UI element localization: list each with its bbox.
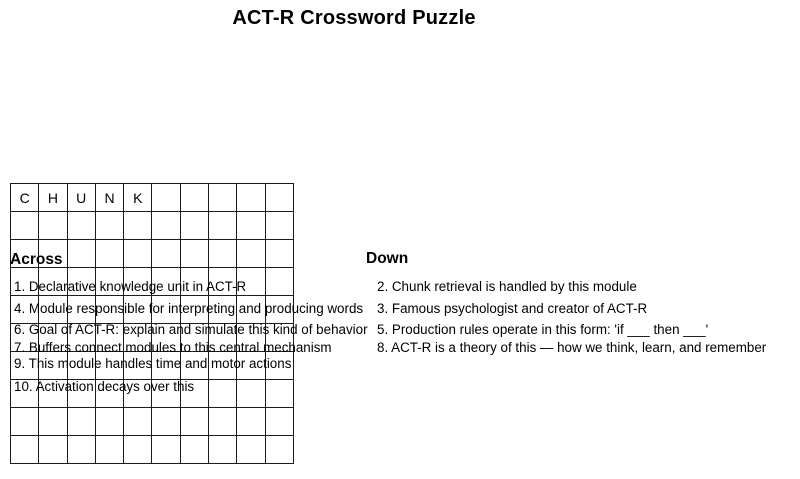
grid-cell <box>237 380 265 408</box>
grid-cell <box>152 212 180 240</box>
grid-cell <box>181 212 209 240</box>
grid-cell <box>266 436 294 464</box>
grid-cell <box>11 436 39 464</box>
grid-cell <box>68 408 96 436</box>
grid-cell <box>266 268 294 296</box>
grid-cell <box>11 212 39 240</box>
grid-cell <box>39 212 67 240</box>
grid-cell: U <box>68 184 96 212</box>
across-clue-7: 7. Buffers connect modules to this central mechanism <box>14 340 332 355</box>
grid-cell <box>124 212 152 240</box>
grid-cell <box>152 240 180 268</box>
grid-cell <box>266 240 294 268</box>
grid-cell <box>152 184 180 212</box>
grid-cell <box>96 408 124 436</box>
grid-cell <box>152 408 180 436</box>
across-clue-1: 1. Declarative knowledge unit in ACT-R <box>14 279 247 294</box>
across-clue-10: 10. Activation decays over this <box>14 379 195 394</box>
grid-cell <box>96 436 124 464</box>
grid-cell <box>181 436 209 464</box>
grid-cell <box>209 408 237 436</box>
grid-cell: N <box>96 184 124 212</box>
grid-cell <box>96 212 124 240</box>
grid-cell <box>68 436 96 464</box>
grid-cell <box>209 436 237 464</box>
down-clue-5: 5. Production rules operate in this form: 'if ___ then ___' <box>377 322 709 337</box>
across-clue-9: 9. This module handles time and motor actions <box>14 356 292 371</box>
grid-cell <box>266 408 294 436</box>
grid-cell <box>237 240 265 268</box>
grid-cell <box>39 408 67 436</box>
grid-cell <box>68 212 96 240</box>
grid-cell <box>124 408 152 436</box>
grid-cell <box>96 240 124 268</box>
grid-cell <box>209 184 237 212</box>
grid-cell <box>181 408 209 436</box>
grid-cell: K <box>124 184 152 212</box>
down-heading: Down <box>366 250 409 267</box>
across-heading: Across <box>10 251 63 268</box>
grid-cell: C <box>11 184 39 212</box>
across-clue-6: 6. Goal of ACT-R: explain and simulate this kind of behavior <box>14 322 368 337</box>
grid-cell <box>237 184 265 212</box>
grid-cell <box>237 408 265 436</box>
grid-cell <box>181 240 209 268</box>
down-clue-2: 2. Chunk retrieval is handled by this module <box>377 279 637 294</box>
grid-cell <box>209 380 237 408</box>
grid-cell <box>266 380 294 408</box>
grid-cell: H <box>39 184 67 212</box>
grid-cell <box>237 212 265 240</box>
grid-cell <box>209 212 237 240</box>
grid-cell <box>237 436 265 464</box>
grid-cell <box>181 184 209 212</box>
across-clue-4: 4. Module responsible for interpreting and producing words <box>14 301 364 316</box>
grid-cell <box>124 240 152 268</box>
grid-cell <box>11 408 39 436</box>
grid-cell <box>39 436 67 464</box>
down-clue-3: 3. Famous psychologist and creator of ACT-R <box>377 301 648 316</box>
grid-cell <box>266 184 294 212</box>
grid-cell <box>124 436 152 464</box>
grid-cell <box>68 240 96 268</box>
grid-cell <box>266 212 294 240</box>
grid-cell <box>209 240 237 268</box>
down-clue-8: 8. ACT-R is a theory of this — how we think, learn, and remember <box>377 340 767 355</box>
grid-cell <box>152 436 180 464</box>
page-title: ACT-R Crossword Puzzle <box>232 7 476 29</box>
